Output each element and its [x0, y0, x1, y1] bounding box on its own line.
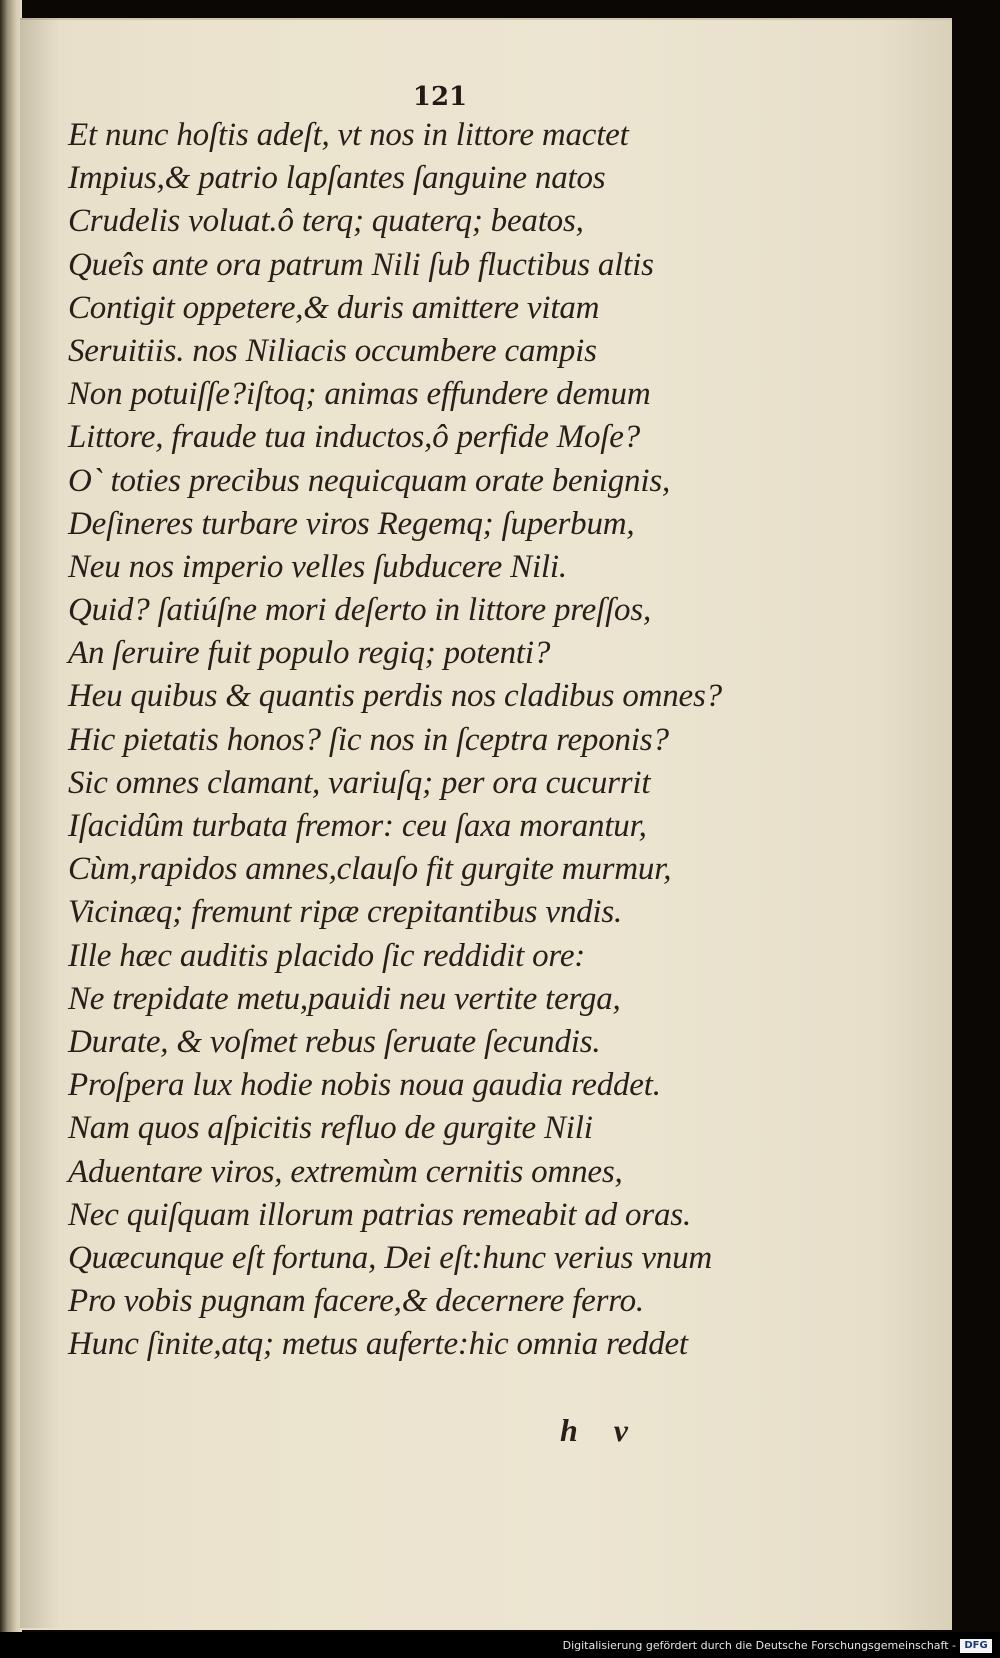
verse-line: Crudelis voluat.ô terq; quaterq; beatos, — [68, 203, 584, 240]
verse-line: Non potuiſſe?iſtoq; animas effundere demum — [68, 376, 651, 413]
verse-line: Durate, & voſmet rebus ſeruate ſecundis. — [68, 1023, 601, 1060]
dfg-logo: DFG — [960, 1639, 992, 1653]
verse-line: Sic omnes clamant, variuſq; per ora cucurrit — [68, 764, 651, 801]
footer-bar — [0, 1632, 1000, 1658]
verse-line: Quæcunque eſt fortuna, Dei eſt:hunc verius vnum — [68, 1239, 713, 1276]
verse-line: Hic pietatis honos? ſic nos in ſceptra reponis? — [68, 721, 669, 758]
verse-line: Ne trepidate metu,pauidi neu vertite terga, — [68, 980, 621, 1017]
verse-line: Contigit oppetere,& duris amittere vitam — [68, 289, 600, 326]
verse-line: Impius,& patrio lapſantes ſanguine natos — [68, 160, 606, 197]
verse-text-block — [68, 114, 768, 1366]
verse-line: Et nunc hoſtis adeſt, vt nos in littore mactet — [68, 117, 629, 153]
verse-line: Littore, fraude tua inductos,ô perfide Moſe? — [68, 419, 641, 456]
verse-line: Queîs ante ora patrum Nili ſub fluctibus altis — [68, 246, 654, 283]
verse-line: Nec quiſquam illorum patrias remeabit ad oras. — [68, 1196, 691, 1233]
verse-line: Vicinæq; fremunt ripæ crepitantibus vndis. — [68, 894, 623, 931]
verse-line: Seruitiis. nos Niliacis occumbere campis — [68, 332, 597, 369]
page-fold-shadow — [20, 18, 60, 1628]
verse-line: O` toties precibus nequicquam orate benignis, — [68, 462, 671, 499]
verse-line: Proſpera lux hodie nobis noua gaudia reddet. — [68, 1067, 661, 1104]
verse-line: Aduentare viros, extremùm cernitis omnes, — [68, 1153, 623, 1190]
book-spine-edge — [0, 0, 22, 1640]
verse-line: Pro vobis pugnam facere,& decernere ferro. — [68, 1283, 644, 1320]
verse-line: Cùm,rapidos amnes,clauſo fit gurgite murmur, — [68, 851, 672, 888]
verse-line: Iſacidûm turbata fremor: ceu ſaxa morantur, — [68, 808, 647, 844]
verse-line: Deſineres turbare viros Regemq; ſuperbum, — [68, 505, 635, 542]
page-number: 121 — [412, 82, 468, 112]
verse-line: Neu nos imperio velles ſubducere Nili. — [68, 548, 567, 585]
verse-line: Quid? ſatiúſne mori deſerto in littore preſſos, — [68, 592, 652, 629]
digitization-credit: Digitalisierung gefördert durch die Deutsche Forschungsgemeinschaft - — [562, 1639, 956, 1652]
signature-mark: h v — [560, 1412, 628, 1448]
verse-line: An ſeruire fuit populo regiq; potenti? — [68, 635, 551, 672]
verse-line: Ille hæc auditis placido ſic reddidit ore: — [68, 937, 586, 974]
verse-line: Nam quos aſpicitis refluo de gurgite Nili — [68, 1110, 593, 1147]
verse-line: Heu quibus & quantis perdis nos cladibus omnes? — [68, 678, 722, 715]
verse-line: Hunc ſinite,atq; metus auferte:hic omnia reddet — [68, 1326, 688, 1363]
